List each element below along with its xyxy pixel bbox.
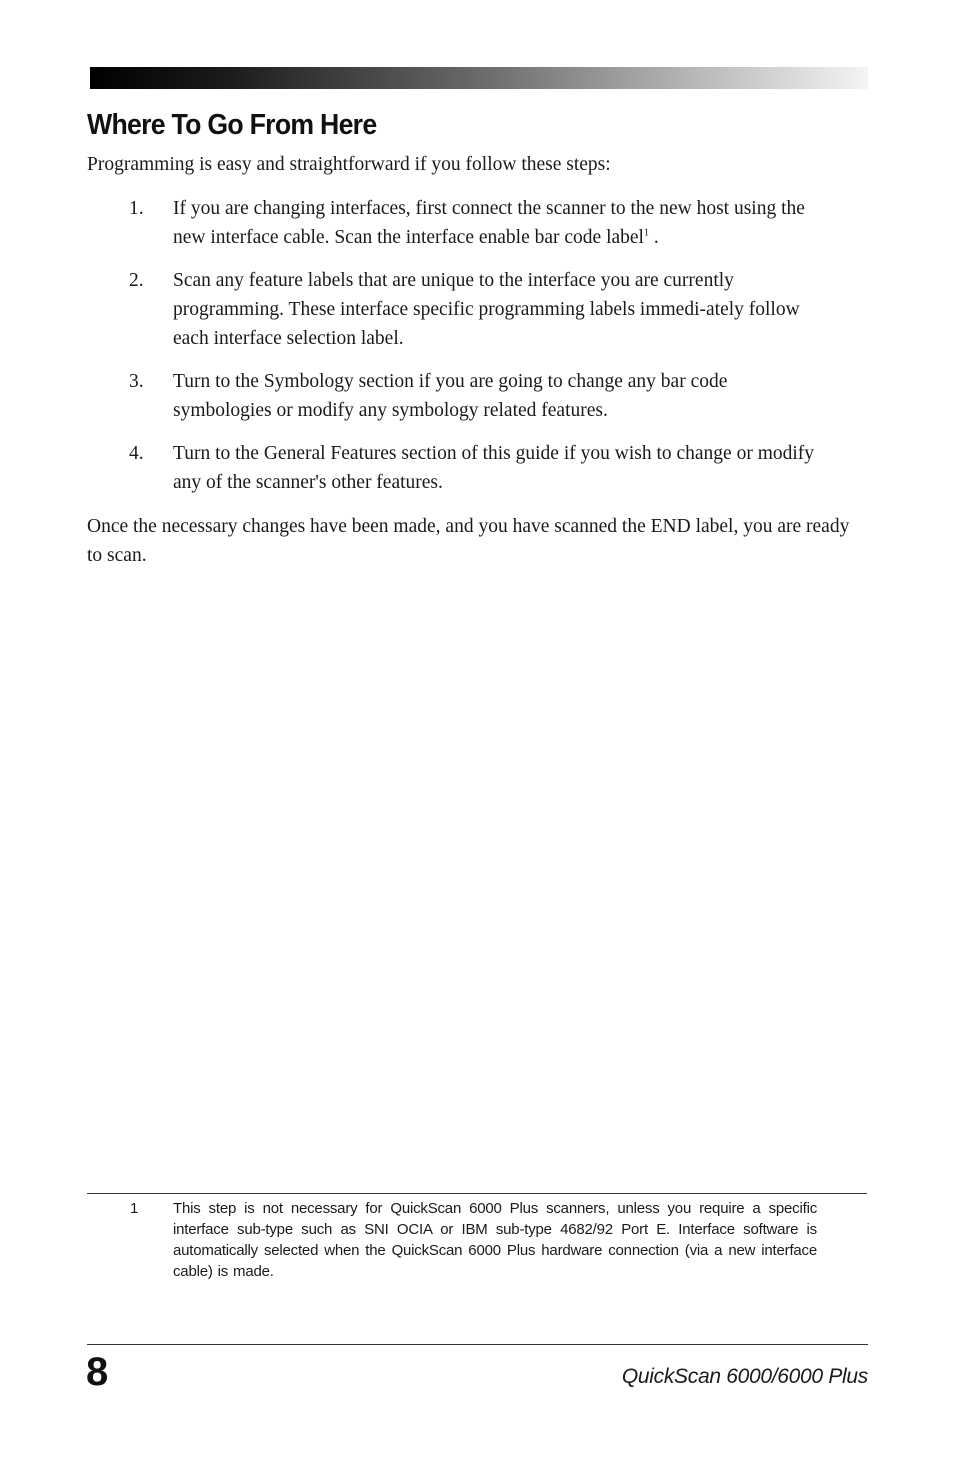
section-heading: Where To Go From Here <box>87 109 377 141</box>
step-number: 3. <box>129 371 144 392</box>
step-text: Turn to the Symbology section if you are going to change any bar code symbologies or modify any symbology related features. <box>173 371 728 421</box>
list-item <box>87 439 867 497</box>
step-text: Turn to the General Features section of this guide if you wish to change or modify any of the scanner's other features. <box>173 443 815 493</box>
step-number: 1. <box>129 198 144 219</box>
footnote-text: This step is not necessary for QuickScan 6000 Plus scanners, unless you require a specific interface sub-type such as SNI OCIA or IBM sub-type 4682/92 Port E. Interface software is automatically selected when the QuickScan 6000 Plus hardware connection (via a new interface cable) is made. <box>173 1200 817 1280</box>
intro-paragraph: Programming is easy and straightforward if you follow these steps: <box>87 154 611 175</box>
step-text: Scan any feature labels that are unique to the interface you are currently programming. These interface specific programming labels immedi-ately follow each interface selection label. <box>173 270 800 349</box>
step-number: 4. <box>129 443 144 464</box>
page-number: 8 <box>86 1350 109 1394</box>
header-gradient-bar <box>90 67 868 89</box>
document-title: QuickScan 6000/6000 Plus <box>621 1365 868 1388</box>
footnote-divider <box>87 1193 867 1194</box>
footer-divider <box>87 1344 868 1345</box>
step-text-body: If you are changing interfaces, first connect the scanner to the new host using the new interface cable. Scan the interface enable bar code label <box>173 198 805 248</box>
step-text-suffix: . <box>648 227 659 248</box>
list-item <box>87 194 867 252</box>
list-item <box>87 266 867 353</box>
footnote-number: 1 <box>130 1200 139 1217</box>
step-number: 2. <box>129 270 144 291</box>
closing-paragraph: Once the necessary changes have been made, and you have scanned the END label, you are ready to scan. <box>87 516 850 566</box>
list-item <box>87 367 867 425</box>
step-text <box>173 194 823 252</box>
footnote-reference: 1 <box>643 227 649 239</box>
steps-list <box>87 194 867 511</box>
